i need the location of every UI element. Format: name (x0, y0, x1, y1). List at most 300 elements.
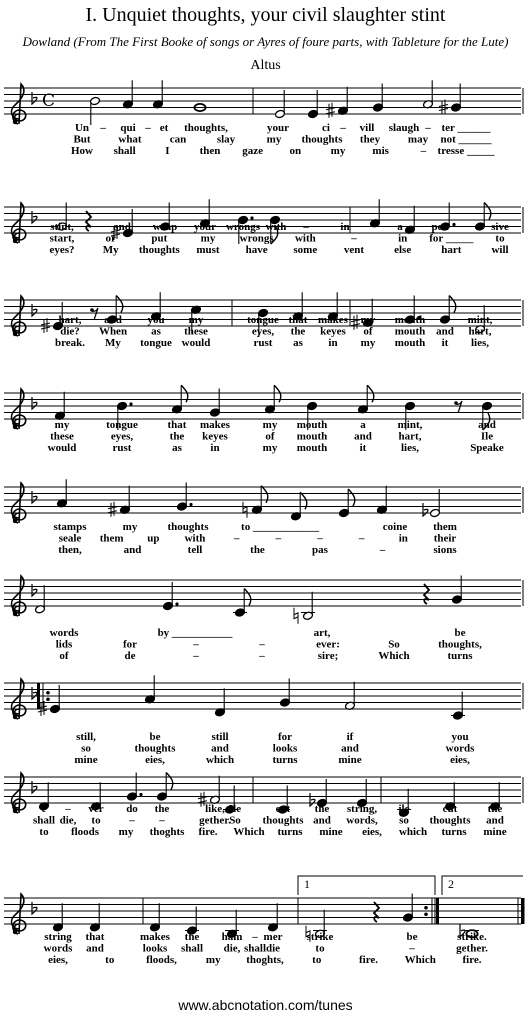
lyric-syllable: lies, (400, 442, 420, 454)
lyric-syllable: stint, (50, 221, 74, 233)
lyric-syllable: to ____________ (241, 521, 319, 533)
lyric-syllable: Ile (228, 803, 242, 815)
lyric-syllable: – (340, 122, 346, 134)
note-dot (250, 216, 253, 219)
lyric-syllable: – (379, 544, 386, 556)
key-flat-icon (32, 211, 37, 223)
lyric-syllable: words (49, 627, 79, 639)
lyric-syllable: by ___________ (157, 627, 233, 639)
sharp-icon (108, 502, 117, 517)
lyric-syllable: – (193, 638, 199, 651)
lyric-syllable: When (98, 325, 128, 338)
lyric-syllable: hart, (58, 314, 82, 326)
lyric-syllable: them (433, 521, 457, 533)
lyric-syllable: – (409, 942, 415, 955)
lyric-syllable: mouth (394, 337, 426, 349)
lyric-syllable: But (73, 133, 91, 146)
lyric-syllable: and (478, 419, 496, 431)
lyric-syllable: sive (491, 221, 509, 233)
lyric-syllable: in (398, 532, 408, 545)
natural-icon (243, 502, 247, 518)
clef-tail-dot (13, 239, 17, 243)
lyric-syllable: – (193, 650, 199, 662)
lyric-syllable: qui (120, 122, 136, 134)
lyric-syllable: up (147, 532, 160, 545)
lyric-syllable: in (398, 232, 408, 245)
lyric-syllable: my (122, 521, 138, 533)
lyric-syllable: the (154, 803, 170, 815)
lyric-syllable: and (341, 742, 359, 755)
lyric-syllable: and (113, 221, 131, 233)
lyric-syllable: then (199, 145, 221, 157)
lyric-syllable: have (245, 244, 268, 256)
staff-system-9 (4, 876, 525, 966)
lyric-syllable: do (126, 803, 138, 815)
lyric-syllable: mouth (394, 314, 426, 326)
lyric-verse-2 (50, 431, 493, 443)
lyric-syllable: coine (382, 521, 408, 533)
lyric-syllable: as (293, 337, 303, 349)
lyric-syllable: can (169, 133, 187, 146)
footer-url[interactable]: www.abcnotation.com/tunes (178, 997, 353, 1013)
lyric-syllable: thoughts, (438, 638, 482, 651)
lyric-syllable: cut (275, 803, 291, 815)
lyric-syllable: and (354, 430, 372, 443)
lyric-syllable: and (211, 742, 229, 755)
treble-clef-icon (12, 773, 26, 813)
lyric-syllable: which (205, 754, 235, 766)
treble-clef-icon (12, 679, 26, 719)
treble-clef-icon (12, 576, 26, 616)
lyric-syllable: cut (442, 803, 458, 815)
lyric-syllable: slaugh (388, 122, 420, 134)
lyric-syllable: Speake (470, 442, 504, 454)
lyric-syllable: – (145, 122, 151, 134)
lyric-verse-1 (42, 803, 503, 815)
lyric-syllable: Which (404, 954, 436, 966)
flat-icon (423, 503, 428, 516)
lyric-syllable: keyes (320, 325, 346, 338)
lyric-syllable: your (267, 122, 289, 134)
lyric-syllable: these (50, 430, 74, 443)
lyric-syllable: mouth (296, 419, 328, 431)
lyric-syllable: eies, (48, 954, 68, 966)
lyric-syllable: words (43, 942, 73, 955)
lyric-verse-3 (48, 442, 504, 454)
treble-clef-icon (12, 296, 26, 336)
lyric-syllable: hart, (468, 325, 492, 338)
lyric-syllable: my (360, 314, 376, 326)
lyric-syllable: to (315, 942, 325, 955)
lyric-syllable: the (487, 803, 503, 815)
lyric-syllable: what (118, 133, 142, 146)
staff-system-3 (4, 292, 523, 349)
lyric-syllable: eies, (450, 754, 470, 766)
lyric-syllable: fire. (462, 954, 482, 966)
lyric-syllable: pas (312, 544, 328, 556)
lyric-verse-2 (73, 134, 492, 146)
lyric-verse-2 (81, 743, 475, 755)
lyric-syllable: turns (277, 826, 303, 838)
note-flag (166, 773, 173, 790)
lyric-syllable: tell (187, 544, 203, 556)
lyric-syllable: looks (272, 742, 298, 755)
repeat-dot (424, 912, 428, 916)
clef-tail-dot (13, 425, 17, 429)
repeat-dot (46, 697, 50, 701)
key-flat-icon (32, 781, 37, 793)
volta-label-1: 1 (304, 877, 310, 891)
lyric-verse-2 (33, 815, 504, 827)
lyric-syllable: wrongs (239, 232, 274, 245)
repeat-start-thick (37, 683, 40, 709)
lyric-syllable: eyes, (110, 430, 134, 443)
clef-tail-dot (13, 715, 17, 719)
note-dot (129, 402, 132, 405)
lyric-syllable: will (491, 244, 509, 256)
lyric-syllable: eyes? (49, 244, 75, 256)
lyric-syllable: vent (343, 244, 365, 256)
lyric-syllable: my (200, 232, 216, 245)
lyric-syllable: in (210, 442, 220, 454)
lyric-syllable: slay (216, 133, 236, 146)
lyric-syllable: my (205, 954, 221, 966)
lyric-syllable: that (85, 931, 105, 943)
lyric-syllable: would (47, 442, 77, 454)
lyric-syllable: a (442, 314, 448, 326)
lyric-syllable: the (169, 430, 185, 443)
lyric-syllable: the (250, 544, 265, 556)
note-flag (116, 296, 123, 313)
lyric-syllable: rust (253, 337, 273, 349)
lyric-syllable: a (397, 221, 403, 233)
treble-clef-icon (12, 84, 26, 124)
lyric-syllable: or (105, 232, 116, 245)
lyric-syllable: mer (263, 931, 283, 943)
lyric-syllable: ci (322, 122, 330, 134)
lyric-syllable: vill (359, 122, 375, 134)
lyric-syllable: My (102, 244, 119, 256)
lyric-syllable: these (184, 325, 208, 338)
lyric-syllable: looks (142, 942, 168, 955)
staff-system-6 (4, 576, 523, 663)
lyric-syllable: for _____ (429, 232, 474, 245)
lyric-syllable: on (289, 145, 302, 157)
lyric-syllable: in (340, 221, 350, 233)
lyric-syllable: as (151, 325, 161, 338)
lyric-syllable: lids (55, 638, 73, 651)
lyric-syllable: thoughts (167, 521, 209, 533)
lyric-syllable: mine (319, 826, 343, 838)
lyric-syllable: my (262, 442, 278, 454)
lyric-verse-2 (59, 533, 457, 545)
lyric-verse-1 (44, 931, 487, 943)
lyric-syllable: ever: (316, 638, 340, 651)
lyric-syllable: So (229, 814, 241, 827)
lyric-syllable: Which (378, 650, 410, 662)
lyric-syllable: – (233, 532, 240, 545)
lyric-syllable: – (425, 122, 431, 134)
lyric-syllable: ile (398, 803, 410, 815)
lyric-syllable: else (394, 244, 412, 256)
staff-system-7 (4, 675, 523, 766)
lyric-syllable: – (252, 931, 258, 943)
note-dot (452, 223, 455, 226)
lyric-syllable: the (290, 325, 306, 338)
lyric-syllable: die? (60, 325, 80, 338)
lyric-verse-1 (53, 521, 456, 533)
lyric-syllable: be (454, 627, 466, 639)
lyric-syllable: some (293, 244, 318, 256)
lyric-syllable: tongue (140, 337, 172, 349)
lyric-syllable: tongue (247, 314, 279, 326)
lyric-syllable: keyes (202, 430, 228, 443)
lyric-syllable: thoughts (262, 814, 304, 827)
note-flag (348, 489, 355, 506)
lyric-verse-1 (59, 314, 493, 326)
lyric-syllable: die, (223, 942, 241, 955)
lyric-syllable: – (358, 532, 365, 545)
lyric-syllable: to (105, 954, 115, 966)
lyric-syllable: thoghts (149, 826, 185, 838)
time-signature: C (42, 91, 56, 111)
lyric-syllable: My (105, 337, 121, 349)
key-flat-icon (32, 92, 37, 104)
clef-tail-dot (13, 930, 17, 934)
repeat-dot (46, 691, 50, 695)
lyric-syllable: gether. (456, 942, 488, 955)
lyric-syllable: – (477, 221, 483, 233)
lyric-syllable: for (277, 731, 293, 743)
lyric-verse-3 (58, 544, 457, 556)
lyric-syllable: Which (233, 826, 265, 838)
lyric-syllable: – (303, 221, 309, 233)
lyric-syllable: stamps (53, 521, 87, 533)
key-flat-icon (32, 304, 37, 316)
lyric-syllable: – (129, 814, 135, 827)
lyric-syllable: de (124, 650, 136, 662)
lyric-syllable: floods, (146, 954, 177, 966)
lyric-syllable: et (159, 122, 169, 134)
lyric-syllable: thoughts, (184, 122, 228, 134)
lyric-syllable: Ile (480, 430, 494, 443)
treble-clef-icon (12, 483, 26, 523)
lyric-verse-1 (50, 221, 509, 233)
lyric-syllable: turns (272, 754, 298, 766)
lyric-syllable: die, (59, 814, 77, 827)
treble-clef-icon (12, 203, 26, 243)
lyric-syllable: lies, (470, 337, 490, 349)
lyric-syllable: and (313, 814, 331, 827)
sharp-icon (326, 103, 335, 118)
lyric-syllable: – (159, 814, 165, 827)
lyric-verse-3 (74, 754, 470, 766)
lyric-syllable: be (149, 731, 161, 743)
lyric-syllable: How (71, 145, 93, 157)
note-dot (175, 602, 178, 605)
lyric-syllable: shall (113, 145, 136, 157)
lyric-syllable: e (41, 803, 47, 815)
lyric-syllable: break. (54, 337, 86, 349)
lyric-syllable: Un (74, 122, 90, 134)
lyric-syllable: rust (112, 442, 132, 454)
score-title: I. Unquiet thoughts, your civil slaughter stint (85, 4, 446, 26)
lyric-syllable: in (328, 337, 338, 349)
staff-system-4 (4, 385, 523, 454)
clef-tail-dot (13, 809, 17, 813)
lyric-syllable: mine (338, 754, 362, 766)
lyric-syllable: – (100, 122, 106, 134)
lyric-syllable: mouth (296, 442, 328, 454)
lyric-syllable: that (288, 314, 308, 326)
lyric-syllable: which (398, 826, 428, 838)
lyric-syllable: – (275, 532, 282, 545)
key-flat-icon (32, 584, 37, 596)
lyric-syllable: ter ______ (441, 122, 491, 134)
lyric-syllable: not ______ (440, 133, 492, 146)
lyric-syllable: sire; (317, 650, 339, 662)
lyric-syllable: thoghts, (246, 954, 284, 966)
clef-tail-dot (13, 120, 17, 124)
lyric-syllable: it (441, 337, 449, 349)
lyric-syllable: to (39, 826, 49, 838)
treble-clef-icon (12, 389, 26, 429)
lyric-syllable: So (388, 638, 400, 651)
lyric-verse-3 (49, 244, 508, 256)
lyric-syllable: and (436, 325, 454, 338)
volta-label-2: 2 (448, 877, 454, 891)
lyric-syllable: if (346, 731, 354, 743)
lyric-syllable: fire. (198, 826, 218, 838)
note-flag (449, 296, 456, 313)
lyric-syllable: with (184, 532, 206, 545)
lyric-syllable: seale (58, 532, 82, 545)
note (90, 96, 101, 125)
lyric-syllable: and (86, 942, 104, 955)
quarter-rest-icon (424, 584, 429, 604)
lyric-syllable: my (188, 314, 204, 326)
lyric-syllable: to (495, 232, 505, 245)
quarter-rest-icon (374, 902, 379, 922)
lyric-syllable: hart, (398, 430, 422, 443)
lyric-syllable: with (294, 232, 316, 245)
lyric-syllable: my (360, 337, 376, 349)
lyric-syllable: – (259, 638, 265, 651)
clef-tail-dot (13, 519, 17, 523)
lyric-syllable: so (81, 742, 91, 755)
lyric-verse-3 (71, 145, 495, 157)
natural-icon (294, 608, 298, 624)
key-flat-icon (32, 902, 37, 914)
lyric-syllable: it (359, 442, 367, 454)
lyric-syllable: eies, (362, 826, 382, 838)
key-flat-icon (32, 491, 37, 503)
key-flat-icon (32, 397, 37, 409)
lyric-syllable: mint, (467, 314, 493, 326)
lyric-syllable: the (184, 931, 200, 943)
lyric-syllable: turns (441, 826, 467, 838)
lyric-syllable: string (44, 931, 72, 943)
lyric-syllable: my (266, 133, 282, 146)
sharp-icon (41, 318, 50, 333)
lyric-syllable: thoughts (429, 814, 471, 827)
part-name: Altus (250, 58, 281, 73)
key-flat-icon (32, 687, 37, 699)
lyric-syllable: so (399, 814, 409, 827)
staff-system-1 (4, 80, 523, 157)
repeat-end-thick (436, 898, 439, 924)
lyric-syllable: then, (58, 544, 82, 556)
quarter-rest-icon (86, 211, 91, 231)
lyric-verse-2 (56, 639, 482, 651)
lyric-syllable: makes (318, 314, 348, 326)
lyric-syllable: that (167, 419, 187, 431)
lyric-syllable: be (406, 931, 418, 943)
note (108, 486, 130, 517)
lyric-verse-3 (55, 337, 489, 349)
sharp-icon (351, 315, 360, 330)
lyric-syllable: put (151, 232, 168, 245)
lyric-syllable: – (420, 145, 427, 157)
lyric-syllable: mouth (394, 325, 426, 338)
lyric-syllable: start, (49, 232, 75, 245)
lyric-syllable: and (123, 544, 142, 556)
lyric-syllable: mint, (397, 419, 423, 431)
lyric-syllable: their (433, 532, 457, 545)
lyric-syllable: must (196, 244, 220, 256)
staff-system-8 (4, 773, 523, 839)
note (294, 592, 315, 624)
lyric-syllable: still, (76, 731, 96, 743)
lyric-syllable: mouth (296, 430, 328, 443)
lyric-verse-1 (76, 731, 469, 743)
lyric-syllable: – (65, 803, 71, 815)
lyric-syllable: pen (431, 221, 449, 233)
lyric-syllable: my (54, 419, 70, 431)
lyric-syllable: them (99, 532, 124, 545)
lyric-syllable: shall (243, 942, 267, 955)
note-dot (189, 503, 192, 506)
lyric-syllable: eyes, (251, 325, 275, 338)
lyric-syllable: you (147, 314, 165, 326)
lyric-syllable: words (445, 742, 475, 755)
lyric-syllable: you (451, 731, 469, 743)
lyric-syllable: hart (441, 244, 462, 256)
lyric-verse-3 (59, 650, 473, 662)
lyric-syllable: fire. (358, 954, 379, 966)
treble-clef-icon (12, 894, 26, 934)
lyric-syllable: turns (447, 650, 473, 662)
repeat-dot (424, 906, 428, 910)
lyric-syllable: makes (140, 931, 170, 943)
lyric-syllable: of (265, 430, 275, 443)
lyric-syllable: for (122, 638, 138, 651)
lyric-syllable: as (172, 442, 182, 454)
lyric-syllable: sions (433, 544, 457, 556)
lyric-syllable: strike (306, 931, 334, 943)
lyric-syllable: and (104, 314, 122, 326)
final-barline-thick (521, 898, 525, 924)
lyric-syllable: like, (205, 803, 225, 815)
lyric-syllable: and (486, 814, 504, 827)
lyric-syllable: of (59, 650, 69, 662)
sharp-icon (439, 100, 448, 115)
note-flag (484, 203, 491, 220)
lyric-syllable: mine (483, 826, 507, 838)
lyric-syllable: my (262, 419, 278, 431)
note-flag (244, 589, 251, 606)
lyric-syllable: ver (88, 803, 104, 815)
